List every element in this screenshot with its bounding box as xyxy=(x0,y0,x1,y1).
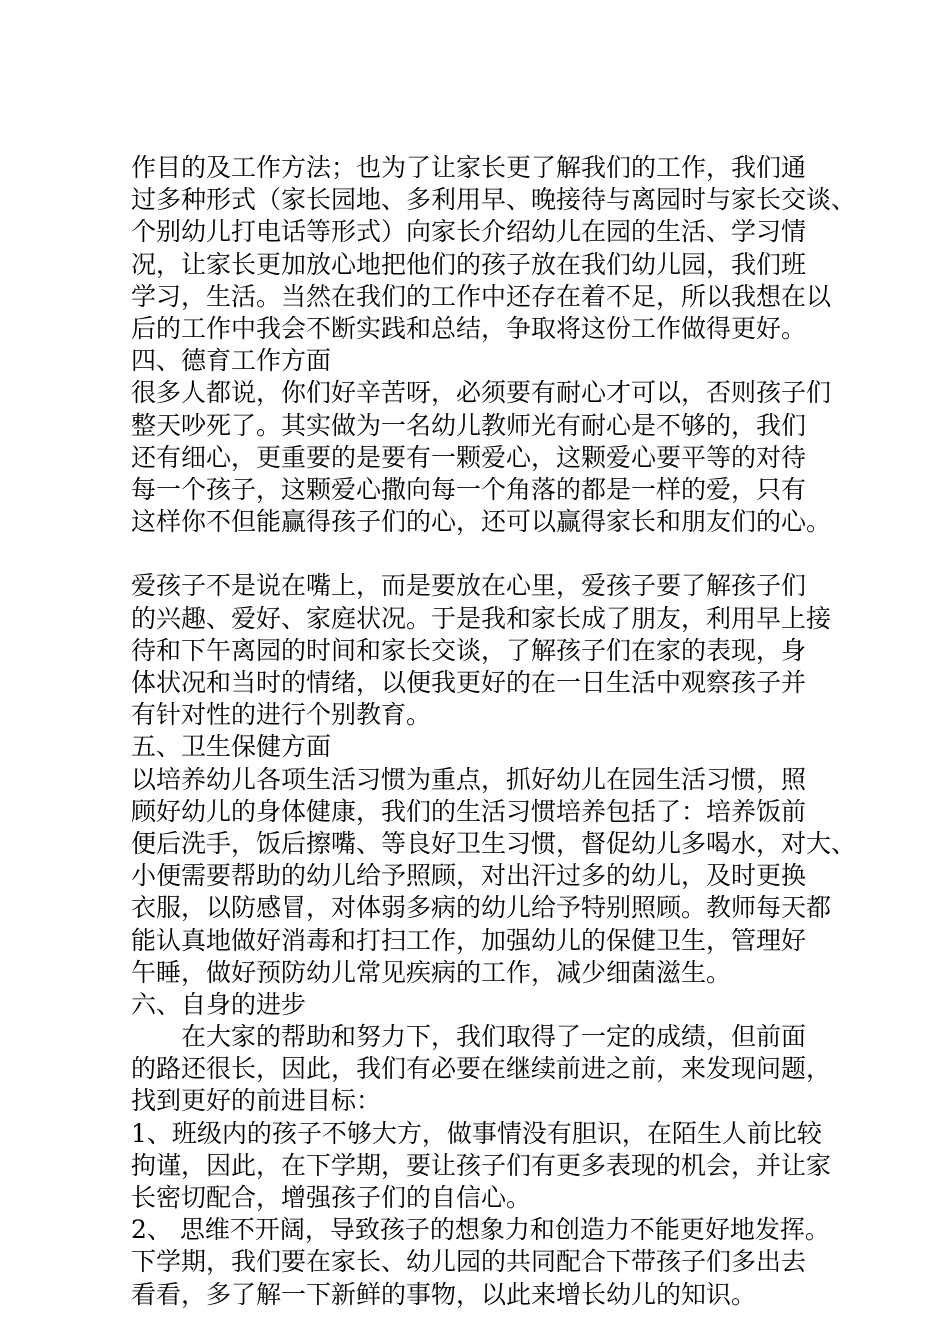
text-line: 能认真地做好消毒和打扫工作，加强幼儿的保健卫生，管理好 xyxy=(131,925,807,955)
text-line: 衣服，以防感冒，对体弱多病的幼儿给予特别照顾。教师每天都 xyxy=(131,893,832,923)
text-line: 爱孩子不是说在嘴上，而是要放在心里，爱孩子要了解孩子们 xyxy=(131,571,807,601)
text-line: 还有细心，更重要的是要有一颗爱心，这颗爱心要平等的对待 xyxy=(131,442,807,472)
text-line: 这样你不但能赢得孩子们的心，还可以赢得家长和朋友们的心。 xyxy=(131,507,832,537)
text-line: 1、班级内的孩子不够大方，做事情没有胆识，在陌生人前比较 xyxy=(131,1118,822,1148)
text-line: 长密切配合，增强孩子们的自信心。 xyxy=(131,1183,532,1212)
text-line: 找到更好的前进目标： xyxy=(131,1086,382,1116)
section-heading-moral-education: 四、德育工作方面 xyxy=(131,346,332,376)
text-line: 学习，生活。当然在我们的工作中还存在着不足，所以我想在以 xyxy=(131,281,832,311)
text-line: 很多人都说，你们好辛苦呀，必须要有耐心才可以，否则孩子们 xyxy=(131,378,832,408)
text-line: 2、 思维不开阔，导致孩子的想象力和创造力不能更好地发挥。 xyxy=(131,1215,830,1245)
text-line: 况，让家长更加放心地把他们的孩子放在我们幼儿园，我们班 xyxy=(131,249,807,279)
text-line: 顾好幼儿的身体健康，我们的生活习惯培养包括了：培养饭前 xyxy=(131,796,807,826)
text-line: 拘谨，因此，在下学期，要让孩子们有更多表现的机会，并让家 xyxy=(131,1150,832,1180)
text-line: 待和下午离园的时间和家长交谈，了解孩子们在家的表现，身 xyxy=(131,635,807,665)
text-line: 午睡，做好预防幼儿常见疾病的工作，减少细菌滋生。 xyxy=(131,957,732,987)
text-line: 体状况和当时的情绪，以便我更好的在一日生活中观察孩子并 xyxy=(131,668,807,697)
text-line: 作目的及工作方法；也为了让家长更了解我们的工作，我们通 xyxy=(131,153,807,182)
text-line: 以培养幼儿各项生活习惯为重点，抓好幼儿在园生活习惯，照 xyxy=(131,764,807,794)
text-line: 的兴趣、爱好、家庭状况。于是我和家长成了朋友，利用早上接 xyxy=(131,603,832,633)
section-heading-self-progress: 六、自身的进步 xyxy=(131,989,307,1019)
text-line: 便后洗手，饭后擦嘴、等良好卫生习惯，督促幼儿多喝水，对大、 xyxy=(131,828,857,858)
text-line: 后的工作中我会不断实践和总结，争取将这份工作做得更好。 xyxy=(131,313,807,343)
text-line: 每一个孩子，这颗爱心撒向每一个角落的都是一样的爱，只有 xyxy=(131,474,807,504)
section-heading-health-care: 五、卫生保健方面 xyxy=(131,732,332,762)
document-body xyxy=(131,152,857,1311)
text-line: 个别幼儿打电话等形式）向家长介绍幼儿在园的生活、学习情 xyxy=(131,217,807,247)
text-line: 过多种形式（家长园地、多利用早、晚接待与离园时与家长交谈、 xyxy=(131,185,857,215)
text-line: 看看，多了解一下新鲜的事物，以此来增长幼儿的知识。 xyxy=(131,1279,757,1309)
text-line: 小便需要帮助的幼儿给予照顾，对出汗过多的幼儿，及时更换 xyxy=(131,861,807,891)
text-line: 有针对性的进行个别教育。 xyxy=(131,700,432,730)
text-line: 的路还很长，因此，我们有必要在继续前进之前，来发现问题， xyxy=(131,1054,832,1084)
text-line: 下学期，我们要在家长、幼儿园的共同配合下带孩子们多出去 xyxy=(131,1247,807,1277)
paragraph-spacer xyxy=(131,538,851,570)
text-line: 整天吵死了。其实做为一名幼儿教师光有耐心是不够的，我们 xyxy=(131,410,807,440)
text-line: 在大家的帮助和努力下，我们取得了一定的成绩，但前面 xyxy=(131,1022,807,1052)
